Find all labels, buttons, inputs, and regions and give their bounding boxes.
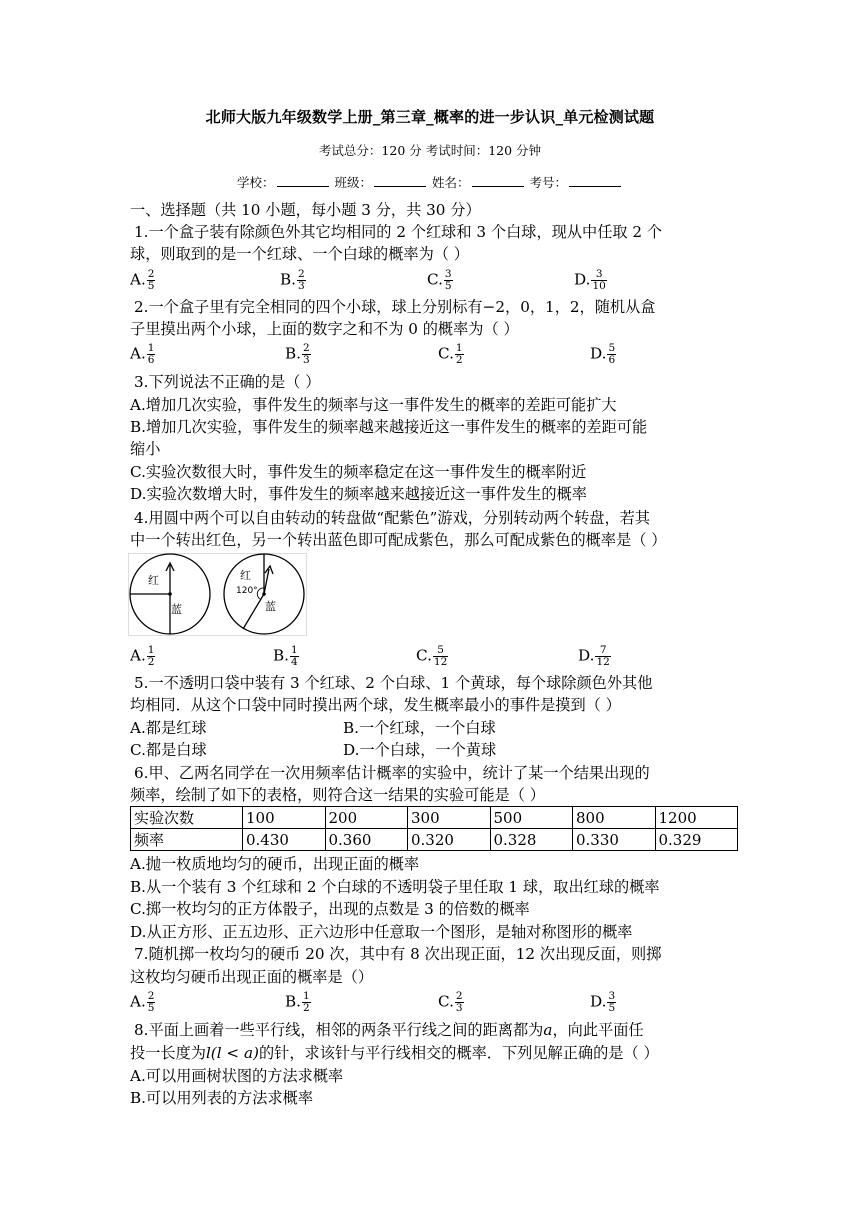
q4-option-a: A. $\frac{1}{2}$ [130,644,155,668]
q1-option-b: B. $\frac{2}{3}$ [280,268,305,292]
q3-stem: 3.下列说法不正确的是（ ） [134,373,321,391]
spinner-2 [224,554,304,634]
q1-line1: 1.一个盒子装有除颜色外其它均相同的 2 个红球和 3 个白球，现从中任取 2 个 [134,223,663,241]
q5-line1: 5.一不透明口袋中装有 3 个红球、2 个白球、1 个黄球，每个球除颜色外其他 [134,674,653,692]
table-cell: 频率 [131,829,243,851]
table-row [131,807,738,829]
q8-line1: 8.平面上画着一些平行线，相邻的两条平行线之间的距离都为a，向此平面任 [134,1021,644,1039]
table-cell: 0.430 [243,829,326,851]
q8-var-a: a [543,1021,553,1039]
table-cell: 1200 [655,807,738,829]
q1-option-d: D. $\frac{3}{10}$ [574,268,606,292]
frequency-table [130,806,738,851]
q1-line2: 球，则取到的是一个红球、一个白球的概率为（ ） [130,245,469,263]
table-cell: 0.329 [655,829,738,851]
q7-option-c: C. $\frac{2}{3}$ [438,990,463,1014]
q4-option-c: C. $\frac{5}{12}$ [416,644,448,668]
q4-line2: 中一个转出红色，另一个转出蓝色即可配成紫色，那么可配成紫色的概率是（ ） [130,531,667,549]
q2-line2: 子里摸出两个小球，上面的数字之和不为 0 的概率为（ ） [130,320,519,338]
q7-option-b: B. $\frac{1}{2}$ [285,990,310,1014]
spinner-2-center [262,592,266,596]
q4-option-d: D. $\frac{7}{12}$ [578,644,610,668]
q7-option-d: D. $\frac{3}{5}$ [590,990,616,1014]
spinner-2-angle-label: 120° [236,586,258,596]
q8-line2: 投一长度为l(l < a)的针，求该针与平行线相交的概率．下列见解正确的是（ ） [130,1044,659,1062]
class-label: 班级： [334,175,372,190]
table-cell: 0.320 [408,829,491,851]
q3-option-b-line1: B.增加几次实验，事件发生的频率越来越接近这一事件发生的概率的差距可能 [130,418,648,436]
q7-line1: 7.随机掷一枚均匀的硬币 20 次，其中有 8 次出现正面，12 次出现反面，则掷 [134,945,662,963]
q6-option-a: A.抛一枚质地均匀的硬币，出现正面的概率 [130,855,420,873]
q1-option-c: C. $\frac{3}{5}$ [427,268,452,292]
q6-line2: 频率，绘制了如下的表格，则符合这一结果的实验可能是（ ） [130,786,545,804]
table-cell: 0.330 [573,829,656,851]
q5-option-d: D.一个白球，一个黄球 [343,741,497,759]
q4-option-b: B. $\frac{1}{4}$ [273,644,298,668]
spinner-2-blue-label: 蓝 [265,600,276,613]
table-cell: 800 [573,807,656,829]
q5-line2: 均相同．从这个口袋中同时摸出两个球，发生概率最小的事件是摸到（ ） [130,696,621,714]
q8-option-a: A.可以用画树状图的方法求概率 [130,1067,344,1085]
q3-option-a: A.增加几次实验，事件发生的频率与这一事件发生的概率的差距可能扩大 [130,396,617,414]
table-cell: 0.328 [490,829,573,851]
table-row [131,829,738,851]
q5-option-b: B.一个红球，一个白球 [343,719,496,737]
q6-line1: 6.甲、乙两名同学在一次用频率估计概率的实验中，统计了某一个结果出现的 [134,764,650,782]
q3-option-c: C.实验次数很大时，事件发生的频率稳定在这一事件发生的概率附近 [130,463,587,481]
q3-option-d: D.实验次数增大时，事件发生的频率越来越接近这一事件发生的概率 [130,485,587,503]
table-cell: 实验次数 [131,807,243,829]
q5-option-c: C.都是白球 [130,741,207,759]
page-title: 北师大版九年级数学上册_第三章_概率的进一步认识_单元检测试题 [205,108,655,126]
spinners-figure [128,553,308,637]
q6-option-b: B.从一个装有 3 个红球和 2 个白球的不透明袋子里任取 1 球，取出红球的概率 [130,878,660,896]
q3-option-b-line2: 缩小 [130,440,161,458]
q8-option-b: B.可以用列表的方法求概率 [130,1089,314,1107]
table-cell: 100 [243,807,326,829]
q2-option-c: C. $\frac{1}{2}$ [438,342,463,366]
number-label: 考号： [529,175,567,190]
q7-option-a: A. $\frac{2}{5}$ [130,990,155,1014]
q8-expr: l(l < a) [205,1044,259,1062]
q6-option-d: D.从正方形、正五边形、正六边形中任意取一个图形，是轴对称图形的概率 [130,923,633,941]
q4-line1: 4.用圆中两个可以自由转动的转盘做“配紫色”游戏，分别转动两个转盘，若其 [134,509,651,527]
exam-info: 考试总分：120 分 考试时间：120 分钟 [318,143,542,158]
school-label: 学校： [236,175,275,190]
table-cell: 500 [490,807,573,829]
student-info-line [0,173,860,191]
table-cell: 0.360 [325,829,408,851]
class-blank [374,175,426,187]
q7-line2: 这枚均匀硬币出现正面的概率是（） [130,968,373,986]
q2-option-a: A. $\frac{1}{6}$ [130,342,155,366]
q1-option-a: A. $\frac{2}{5}$ [130,268,155,292]
q2-option-b: B. $\frac{2}{3}$ [285,342,310,366]
q6-option-c: C.掷一枚均匀的正方体骰子，出现的点数是 3 的倍数的概率 [130,900,530,918]
spinner-1-center [168,592,172,596]
spinner-1-blue-label: 蓝 [171,603,182,616]
name-label: 姓名： [431,175,470,190]
q2-line1: 2.一个盒子里有完全相同的四个小球，球上分别标有−2，0，1，2，随机从盒 [134,298,656,316]
q2-option-d: D. $\frac{5}{6}$ [590,342,616,366]
spinner-1 [130,554,210,634]
spinner-1-red-label: 红 [148,574,159,587]
name-blank [472,175,524,187]
number-blank [569,175,621,187]
q5-option-a: A.都是红球 [130,719,207,737]
spinner-2-red-label: 红 [240,569,251,582]
table-cell: 300 [408,807,491,829]
table-cell: 200 [325,807,408,829]
section-heading: 一、选择题（共 10 小题，每小题 3 分，共 30 分） [130,201,481,219]
school-blank [277,175,329,187]
